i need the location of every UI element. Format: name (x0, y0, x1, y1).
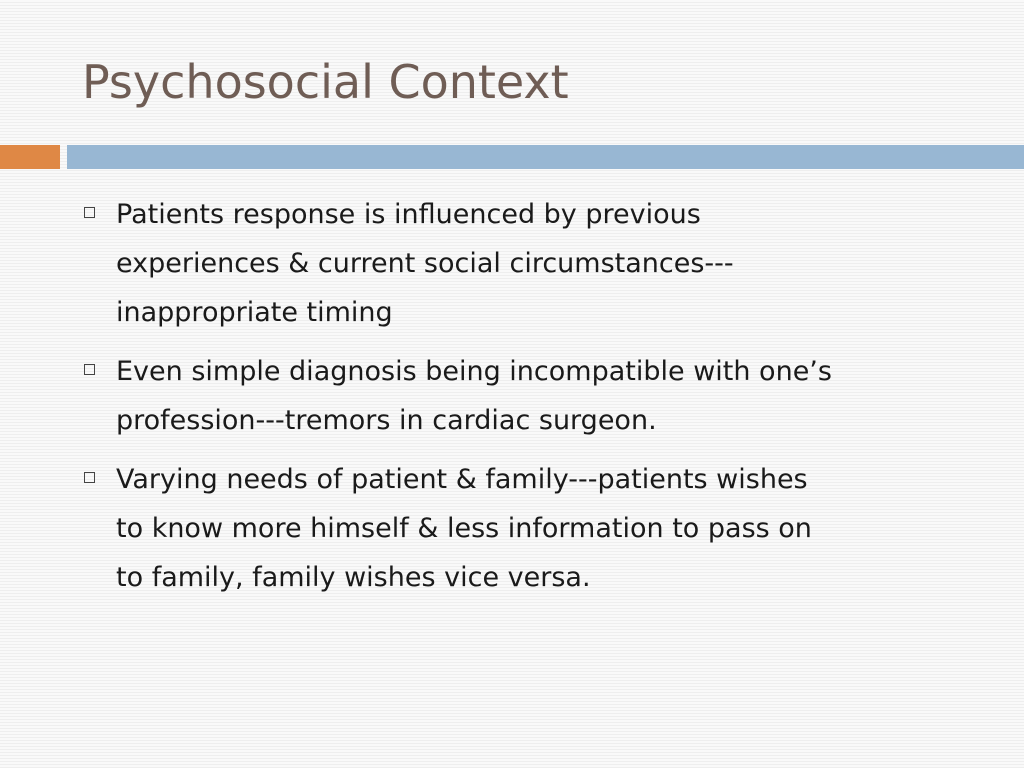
bullet-text: Patients response is influenced by previous experiences & current social circumstances--- inappropriate timing (116, 199, 734, 328)
bullet-item (82, 190, 982, 337)
bullet-list (82, 190, 982, 612)
bullet-item (82, 347, 982, 445)
hollow-square-bullet-icon (84, 472, 95, 483)
hollow-square-bullet-icon (84, 364, 95, 375)
bullet-text: Even simple diagnosis being incompatible with one’s profession---tremors in cardiac surgeon. (116, 356, 832, 436)
bullet-text: Varying needs of patient & family---patients wishes to know more himself & less information to pass on to family, family wishes vice versa. (116, 464, 812, 593)
title-underline-bar (67, 145, 1024, 169)
title-underline-accent-bar (0, 145, 60, 169)
hollow-square-bullet-icon (84, 207, 95, 218)
slide-title: Psychosocial Context (82, 55, 569, 109)
bullet-item (82, 455, 982, 602)
